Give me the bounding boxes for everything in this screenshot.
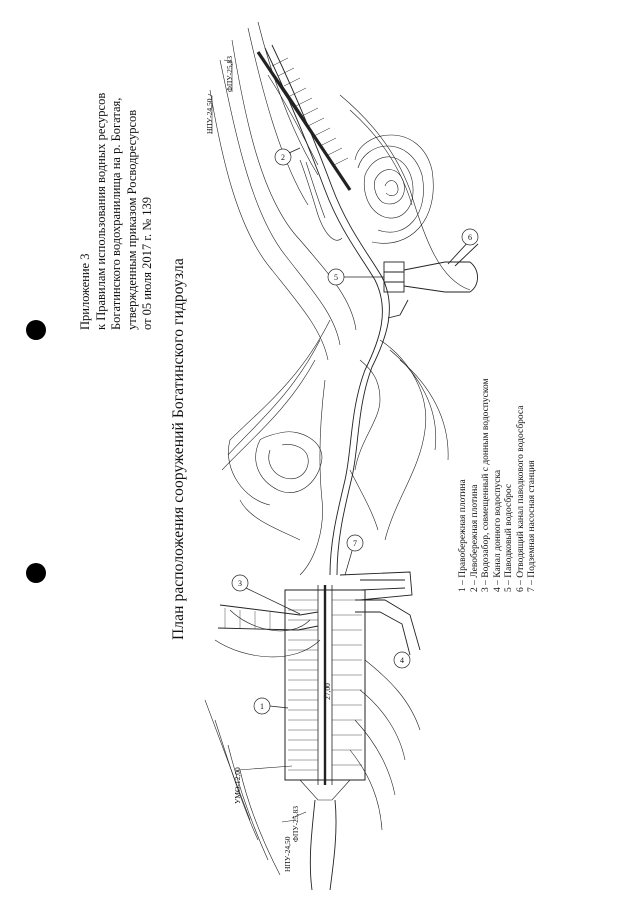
svg-text:6: 6 bbox=[468, 233, 472, 242]
appendix-line: к Правилам использования водных ресурсов bbox=[93, 92, 108, 330]
contour-lines-right bbox=[340, 95, 470, 830]
level-umo: УМО-12,00 bbox=[233, 767, 242, 804]
marker-2 bbox=[275, 148, 300, 165]
right-bank-dam bbox=[285, 585, 365, 890]
svg-text:7: 7 bbox=[353, 539, 357, 548]
level-npu-bottom: НПУ-24,50 bbox=[283, 836, 292, 872]
appendix-line: утвержденным приказом Росводресурсов bbox=[124, 109, 139, 330]
svg-text:5: 5 bbox=[334, 273, 338, 282]
appendix-line: Богатинского водохранилища на р. Богатая, bbox=[109, 97, 123, 330]
legend-item: 2 – Левобережная плотина bbox=[469, 484, 480, 592]
svg-text:4: 4 bbox=[400, 656, 404, 665]
level-labels bbox=[205, 56, 332, 872]
spillway-structure bbox=[384, 240, 478, 318]
level-npu-top: НПУ-24,50 bbox=[205, 98, 214, 134]
marker-1 bbox=[254, 698, 288, 714]
legend-item: 3 – Водозабор, совмещенный с донным водоспуском bbox=[481, 378, 491, 592]
level-fpu-bottom: ФПУ-25,83 bbox=[291, 805, 300, 842]
legend-item: 4 – Канал донного водоспуска bbox=[492, 469, 503, 592]
svg-text:2: 2 bbox=[281, 153, 285, 162]
level-fpu-top: ФПУ-25,83 bbox=[225, 55, 234, 92]
marker-6 bbox=[462, 229, 478, 245]
legend-item: 1 – Правобережная плотина bbox=[458, 479, 468, 592]
marker-5 bbox=[328, 269, 384, 285]
legend-item: 6 – Отводящий канал паводкового водосброса bbox=[515, 405, 526, 592]
legend-item: 5 – Паводковый водосброс bbox=[504, 483, 514, 592]
intake-and-canal bbox=[218, 572, 420, 655]
marker-7 bbox=[345, 535, 363, 575]
svg-text:3: 3 bbox=[238, 579, 242, 588]
svg-text:1: 1 bbox=[260, 702, 264, 711]
level-crest: 27,00 bbox=[323, 683, 332, 700]
appendix-line: от 05 июля 2017 г. № 139 bbox=[140, 196, 154, 330]
plan-title: План расположения сооружений Богатинского гидроузла bbox=[170, 258, 187, 640]
left-bank-dam bbox=[258, 52, 350, 240]
appendix-line: Приложение 3 bbox=[78, 253, 92, 330]
legend-item: 7 – Подземная насосная станция bbox=[527, 460, 537, 592]
marker-4 bbox=[394, 652, 410, 668]
